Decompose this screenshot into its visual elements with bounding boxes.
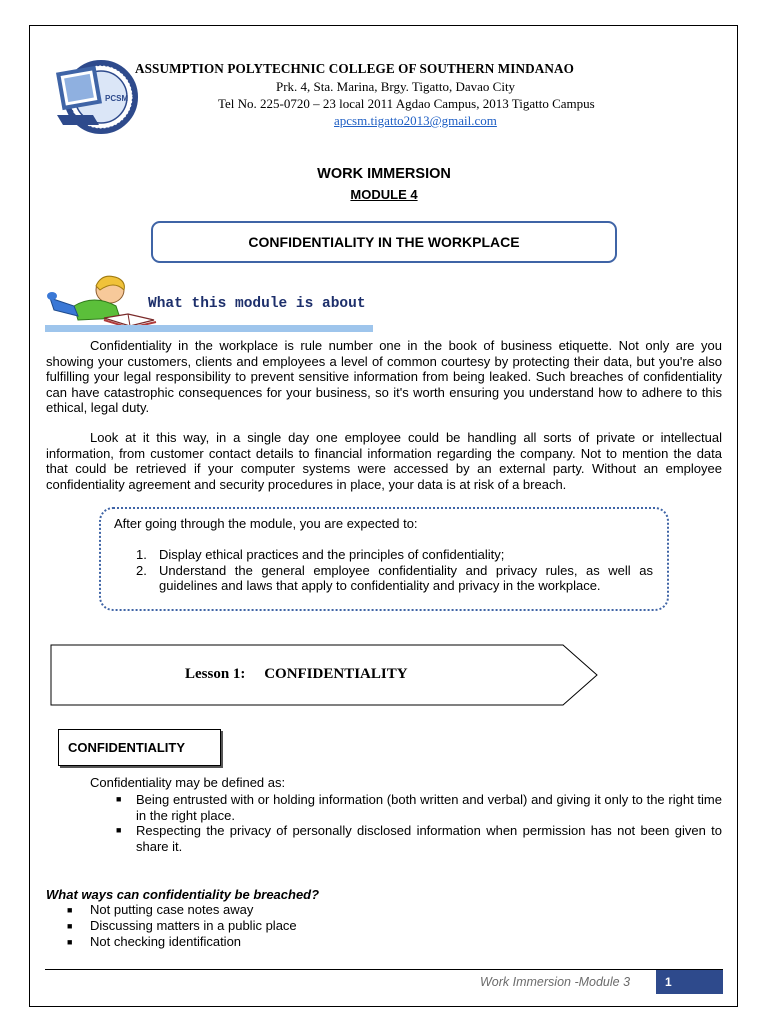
list-item <box>136 547 653 563</box>
list-item <box>67 902 467 918</box>
bullet-icon: ■ <box>116 825 122 835</box>
breach-question: What ways can confidentiality be breached? <box>46 887 320 902</box>
topic-banner <box>151 221 617 263</box>
footer-divider <box>45 969 723 970</box>
about-underline-bar <box>45 325 373 332</box>
college-phone: Tel No. 225-0720 – 23 local 2011 Agdao Campus, 2013 Tigatto Campus <box>218 96 595 111</box>
definition-text: Respecting the privacy of personally disclosed information when permission has not been given to share it. <box>136 823 722 854</box>
breach-text: Discussing matters in a public place <box>90 918 297 933</box>
bullet-icon: ■ <box>116 794 122 804</box>
footer-label: Work Immersion -Module 3 <box>480 975 631 989</box>
bullet-icon: ■ <box>67 921 73 931</box>
topic-title: CONFIDENTIALITY IN THE WORKPLACE <box>248 234 520 250</box>
bullet-icon: ■ <box>67 905 73 915</box>
lesson-heading <box>185 666 408 683</box>
objective-text: Display ethical practices and the principles of confidentiality; <box>159 547 505 562</box>
bullet-icon: ■ <box>67 937 73 947</box>
about-paragraph-2: Look at it this way, in a single day one employee could be handling all sorts of private or intellectual information, from customer contact details to financial information regarding the company. Not to mention the data that could be retrieved if your computer systems were accessed by an external party. Without an employee confidentiality agreement and security procedures in place, your data is at risk of a breach. <box>46 430 722 492</box>
module-number: MODULE 4 <box>350 187 418 202</box>
breach-text: Not checking identification <box>90 934 242 949</box>
page-number: 1 <box>656 970 723 994</box>
college-email-link[interactable]: apcsm.tigatto2013@gmail.com <box>334 113 497 128</box>
college-address: Prk. 4, Sta. Marina, Brgy. Tigatto, Davao City <box>276 79 516 94</box>
list-item <box>116 792 722 823</box>
module-title: WORK IMMERSION <box>317 166 451 182</box>
definition-list <box>116 792 722 854</box>
college-name: ASSUMPTION POLYTECHNIC COLLEGE OF SOUTHERN MINDANAO <box>135 61 574 76</box>
logo-text: PCSM <box>105 94 129 103</box>
confidentiality-heading-box <box>58 729 221 766</box>
list-item <box>116 823 722 854</box>
breach-text: Not putting case notes away <box>90 902 254 917</box>
list-item <box>136 563 653 594</box>
confidentiality-heading: CONFIDENTIALITY <box>68 740 185 755</box>
list-item <box>67 934 467 950</box>
about-heading: What this module is about <box>148 296 366 312</box>
about-paragraph-1: Confidentiality in the workplace is rule number one in the book of business etiquette. Not only are you showing your customers, clients and employees a level of common courtesy by protecting their data, but you're also fulfilling your legal responsibility to prevent sensitive information from being leaked. Such breaches of confidentiality can have catastrophic consequences for your business, so it's worth ensuring you understand how to adhere to this ethical, legal duty. <box>46 338 722 415</box>
list-number: 1. <box>136 547 147 562</box>
breach-list <box>67 902 467 950</box>
lesson-label: Lesson 1: <box>185 666 246 682</box>
college-logo <box>53 55 139 135</box>
list-item <box>67 918 467 934</box>
definition-intro: Confidentiality may be defined as: <box>90 775 286 790</box>
list-number: 2. <box>136 562 147 578</box>
objectives-list <box>136 547 653 594</box>
lesson-title: CONFIDENTIALITY <box>264 666 408 682</box>
objectives-intro: After going through the module, you are expected to: <box>114 516 418 531</box>
definition-text: Being entrusted with or holding information (both written and verbal) and giving it only to the right time in the right place. <box>136 792 722 823</box>
objective-text: Understand the general employee confidentiality and privacy rules, as well as guidelines and laws that apply to confidentiality and privacy in the workplace. <box>159 562 653 593</box>
